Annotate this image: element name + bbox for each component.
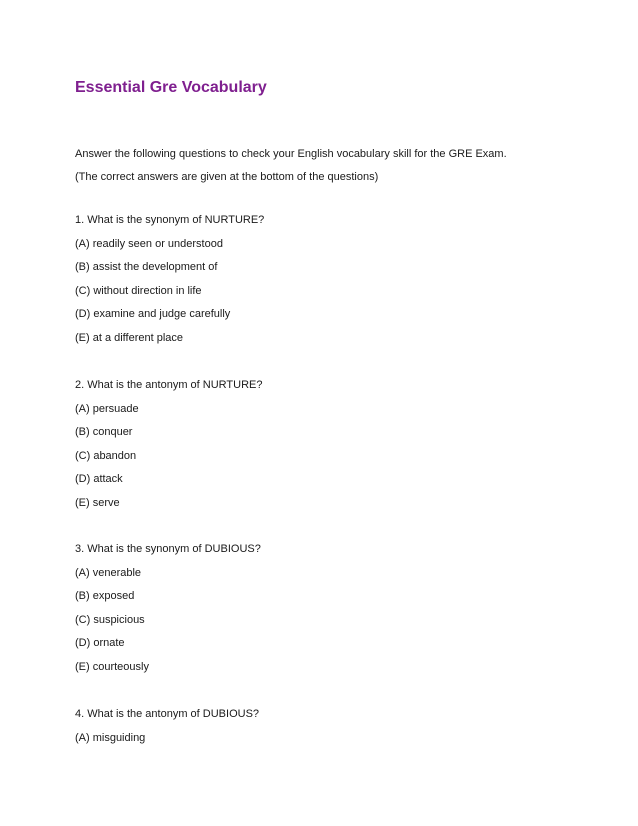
question-text: 3. What is the synonym of DUBIOUS? xyxy=(75,543,261,555)
question-3 xyxy=(75,541,261,682)
answer-option: (E) at a different place xyxy=(75,331,184,344)
question-text: 2. What is the antonym of NURTURE? xyxy=(75,379,263,391)
answer-option: (E) courteously xyxy=(75,660,149,673)
answer-option: (E) serve xyxy=(75,496,120,509)
answer-options xyxy=(75,401,262,519)
answer-option: (D) examine and judge carefully xyxy=(75,308,231,320)
answer-option: (C) without direction in life xyxy=(75,284,202,297)
answer-option: (A) readily seen or understood xyxy=(75,237,223,250)
answer-options xyxy=(75,565,261,683)
document-title: Essential Gre Vocabulary xyxy=(75,79,267,96)
answer-option: (B) exposed xyxy=(75,590,135,602)
answer-options xyxy=(75,730,259,754)
question-2 xyxy=(75,377,262,518)
answer-option: (A) venerable xyxy=(75,566,142,579)
answer-option: (B) assist the development of xyxy=(75,261,218,273)
answer-option: (C) suspicious xyxy=(75,613,145,626)
question-1 xyxy=(75,212,264,353)
answer-option: (D) attack xyxy=(75,473,123,485)
answer-option: (D) ornate xyxy=(75,637,125,649)
intro-instruction: Answer the following questions to check your English vocabulary skill for the GRE Exam. xyxy=(75,148,507,160)
answer-options xyxy=(75,236,264,354)
question-4 xyxy=(75,706,259,753)
answer-option: (A) misguiding xyxy=(75,731,146,744)
question-text: 4. What is the antonym of DUBIOUS? xyxy=(75,708,260,720)
intro-paragraphs xyxy=(75,146,507,192)
intro-note: (The correct answers are given at the bottom of the questions) xyxy=(75,171,379,183)
answer-option: (A) persuade xyxy=(75,402,139,415)
question-text: 1. What is the synonym of NURTURE? xyxy=(75,214,265,226)
answer-option: (B) conquer xyxy=(75,426,133,438)
answer-option: (C) abandon xyxy=(75,449,137,462)
